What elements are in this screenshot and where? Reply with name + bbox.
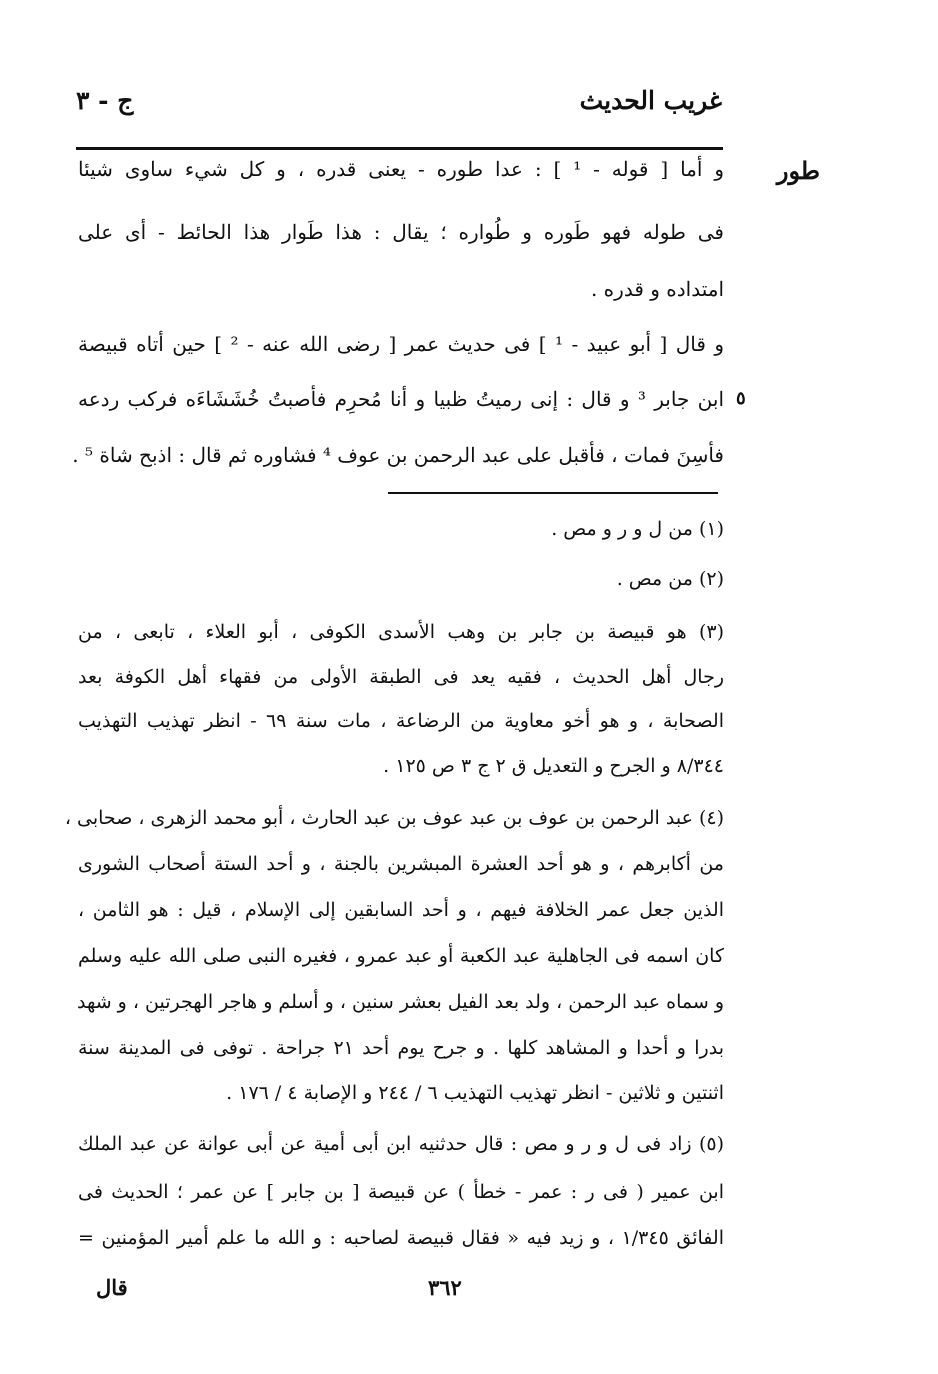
catchword: قال: [96, 1275, 128, 1300]
main-line: فأسِنَ فمات ، فأقبل على عبد الرحمن بن عوف ⁴ فشاوره ثم قال : اذبح شاة ⁵ .: [72, 443, 724, 467]
line-number: ٥: [736, 388, 746, 409]
footnote-line: (٣) هو قبيصة بن جابر بن وهب الأسدى الكوفى ، أبو العلاء ، تابعى ، من: [78, 621, 724, 643]
main-line: و أما [ قوله - ¹ ] : عدا طوره - يعنى قدره ، و كل شيء ساوى شيئا: [78, 157, 725, 181]
footnote-line: (٥) زاد فى ل و ر و مص : قال حدثنيه ابن أبى أمية عن أبى عوانة عن عبد الملك: [78, 1133, 724, 1155]
footnote-line: ٨/٣٤٤ و الجرح و التعديل ق ٢ ج ٣ ص ١٢٥ .: [383, 755, 724, 777]
footnote-line: (٢) من مص .: [616, 568, 724, 590]
footnote-line: بدرا و أحدا و المشاهد كلها . و جرح يوم أحد ٢١ جراحة . توفى فى المدينة سنة: [78, 1037, 724, 1059]
footnote-line: اثنتين و ثلاثين - انظر تهذيب التهذيب ٦ / ٢٤٤ و الإصابة ٤ / ١٧٦ .: [226, 1082, 724, 1104]
page-number: ٣٦٢: [428, 1275, 462, 1300]
main-line: فى طوله فهو طَوره و طُواره ؛ يقال : هذا طَوار هذا الحائط - أى على: [78, 220, 724, 244]
margin-keyword: طور: [776, 156, 820, 185]
volume-label: ج - ٣: [76, 86, 134, 115]
main-line: ابن جابر ³ و قال : إنى رميتُ ظبيا و أنا مُحرِم فأصبتُ خُشَشَاءَه فركب ردعه: [78, 387, 725, 411]
footnote-line: الفائق ١/٣٤٥ ، و زيد فيه « فقال قبيصة لصاحبه : و الله ما علم أمير المؤمنين =: [78, 1227, 724, 1249]
footnote-line: من أكابرهم ، و هو أحد العشرة المبشرين بالجنة ، و أحد الستة أصحاب الشورى: [78, 853, 724, 875]
footnote-rule: [388, 492, 718, 494]
header-rule: [76, 147, 723, 150]
footnote-line: كان اسمه فى الجاهلية عبد الكعبة أو عبد عمرو ، فغيره النبى صلى الله عليه وسلم: [78, 945, 724, 967]
footnote-line: الذين جعل عمر الخلافة فيهم ، و أحد السابقين إلى الإسلام ، قيل : هو الثامن ،: [78, 899, 724, 921]
running-title: غريب الحديث: [579, 86, 722, 115]
footnote-line: الصحابة ، و هو أخو معاوية من الرضاعة ، مات سنة ٦٩ - انظر تهذيب التهذيب: [78, 710, 724, 732]
footnote-line: ابن عمير ( فى ر : عمر - خطأ ) عن قبيصة [ بن جابر ] عن عمر ؛ الحديث فى: [78, 1181, 724, 1203]
footnote-line: (١) من ل و ر و مص .: [551, 518, 724, 540]
footnote-line: رجال أهل الحديث ، فقيه يعد فى الطبقة الأولى من فقهاء أهل الكوفة بعد: [78, 666, 724, 688]
main-line: امتداده و قدره .: [590, 277, 724, 301]
footnote-line: (٤) عبد الرحمن بن عوف بن عبد عوف بن عبد الحارث ، أبو محمد الزهرى ، صحابى ،: [64, 807, 724, 829]
footnote-line: و سماه عبد الرحمن ، ولد بعد الفيل بعشر سنين ، و أسلم و هاجر الهجرتين ، و شهد: [76, 991, 724, 1013]
main-line: و قال [ أبو عبيد - ¹ ] فى حديث عمر [ رضى الله عنه - ² ] حين أتاه قبيصة: [78, 332, 724, 356]
